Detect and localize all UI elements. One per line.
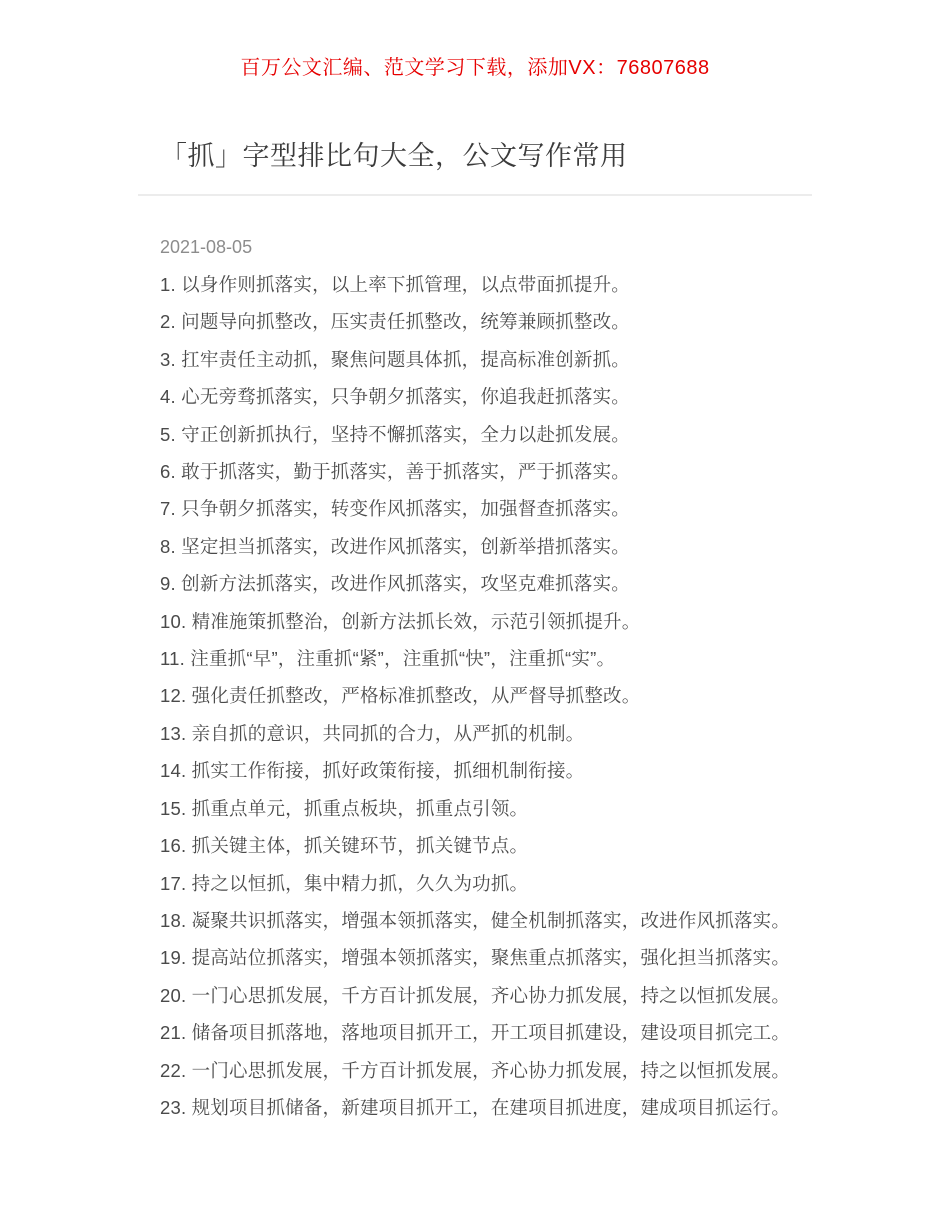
article-content [138,82,812,1126]
list-item: 6. 敢于抓落实，勤于抓落实，善于抓落实，严于抓落实。 [160,461,630,483]
list-item: 2. 问题导向抓整改，压实责任抓整改，统筹兼顾抓整改。 [160,311,630,333]
list-item: 5. 守正创新抓执行，坚持不懈抓落实，全力以赴抓发展。 [160,423,630,445]
list-item: 8. 坚定担当抓落实，改进作风抓落实，创新举措抓落实。 [160,535,630,557]
list-item: 20. 一门心思抓发展，千方百计抓发展，齐心协力抓发展，持之以恒抓发展。 [160,984,791,1006]
list-item: 19. 提高站位抓落实，增强本领抓落实，聚焦重点抓落实，强化担当抓落实。 [160,947,791,969]
promo-banner-text: 百万公文汇编、范文学习下载，添加VX：76807688 [240,57,710,79]
list-item: 9. 创新方法抓落实，改进作风抓落实，攻坚克难抓落实。 [160,573,630,595]
list-item: 4. 心无旁骛抓落实，只争朝夕抓落实，你追我赶抓落实。 [160,386,630,408]
list-item: 21. 储备项目抓落地，落地项目抓开工，开工项目抓建设，建设项目抓完工。 [160,1022,791,1044]
list-item: 7. 只争朝夕抓落实，转变作风抓落实，加强督查抓落实。 [160,498,630,520]
list-item: 12. 强化责任抓整改，严格标准抓整改，从严督导抓整改。 [160,685,641,707]
list-item: 15. 抓重点单元，抓重点板块，抓重点引领。 [160,797,529,819]
article-date: 2021-08-05 [160,237,253,257]
list-item: 1. 以身作则抓落实，以上率下抓管理，以点带面抓提升。 [160,274,630,295]
list-item: 11. 注重抓“早”，注重抓“紧”，注重抓“快”，注重抓“实”。 [160,648,616,670]
list-item: 14. 抓实工作衔接，抓好政策衔接，抓细机制衔接。 [160,760,585,782]
list-item: 10. 精准施策抓整治，创新方法抓长效，示范引领抓提升。 [160,610,641,632]
list-item: 23. 规划项目抓储备，新建项目抓开工，在建项目抓进度，建成项目抓运行。 [160,1096,791,1118]
list-item: 13. 亲自抓的意识，共同抓的合力，从严抓的机制。 [160,722,585,744]
list-item: 22. 一门心思抓发展，千方百计抓发展，齐心协力抓发展，持之以恒抓发展。 [160,1059,791,1081]
page-title: 「抓」字型排比句大全，公文写作常用 [160,141,628,171]
list-item: 18. 凝聚共识抓落实，增强本领抓落实，健全机制抓落实，改进作风抓落实。 [160,909,791,931]
list-item: 3. 扛牢责任主动抓，聚焦问题具体抓，提高标准创新抓。 [160,348,630,370]
sentence-list [138,258,812,1126]
list-item: 16. 抓关键主体，抓关键环节，抓关键节点。 [160,835,529,857]
list-item: 17. 持之以恒抓，集中精力抓，久久为功抓。 [160,872,529,894]
